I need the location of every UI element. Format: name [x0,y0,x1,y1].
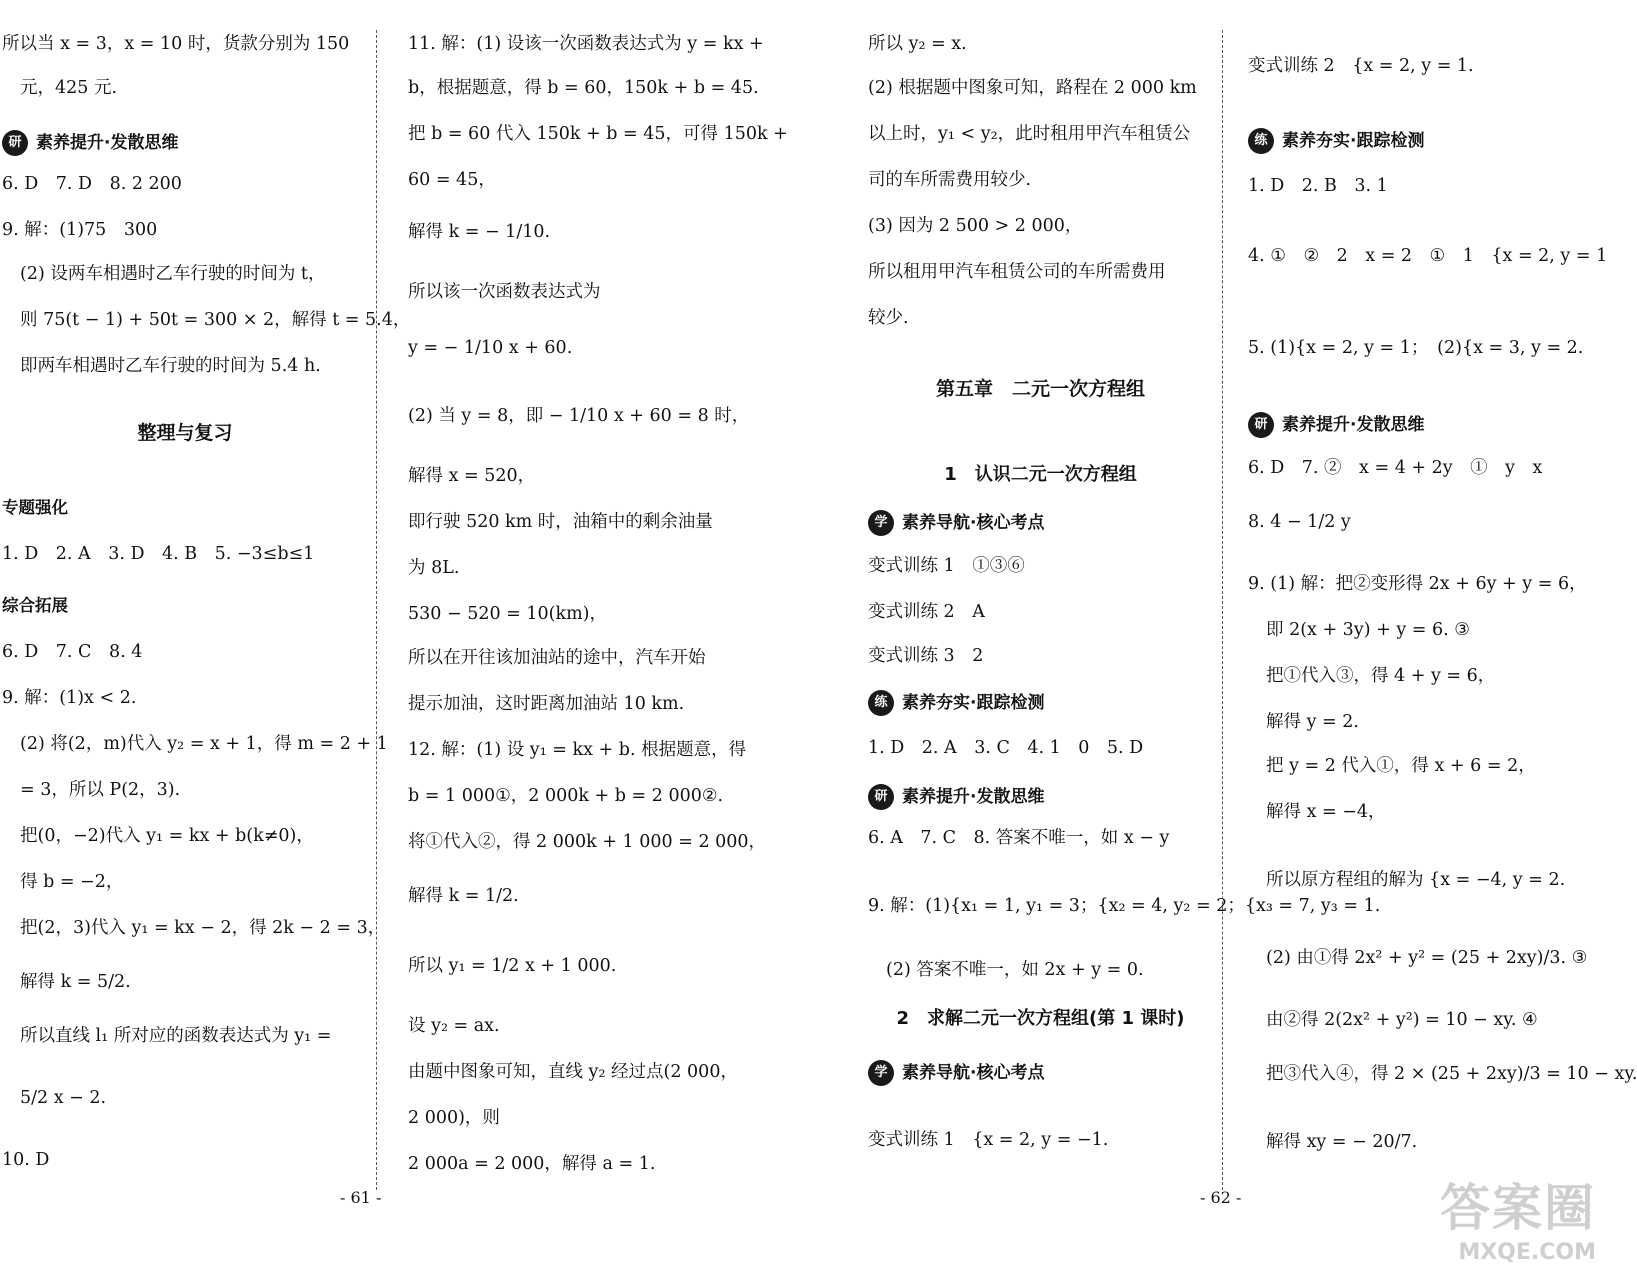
section-badge-icon: 学 [868,1060,894,1086]
answer-line: 得 b = −2， [20,872,124,892]
section-badge-icon: 学 [868,510,894,536]
answer-line: 2 000)，则 [408,1108,500,1128]
answer-line: 所以该一次函数表达式为 [408,282,601,302]
section-heading [2,130,178,156]
page-number-right: - 62 - [1200,1188,1242,1207]
answer-line: 12. 解：(1) 设 y₁ = kx + b. 根据题意，得 [408,740,747,760]
answer-line: (2) 根据题中图象可知，路程在 2 000 km [868,78,1197,98]
section-heading [868,1060,1044,1086]
answer-line: 变式训练 1 {x = 2, y = −1. [868,1130,1109,1150]
answer-line: 把①代入③，得 4 + y = 6， [1266,666,1496,686]
page-number-left: - 61 - [340,1188,382,1207]
watermark [1440,1168,1596,1265]
answer-line: 即两车相遇时乙车行驶的时间为 5.4 h. [20,356,321,376]
answer-line: (2) 当 y = 8，即 − 1/10 x + 60 = 8 时， [408,406,750,426]
answer-line: b = 1 000①，2 000k + b = 2 000②. [408,786,724,806]
chapter-title: 第五章 二元一次方程组 [935,378,1145,400]
answer-line: 由题中图象可知，直线 y₂ 经过点(2 000， [408,1062,738,1082]
section-heading-text: 素养提升·发散思维 [36,132,179,153]
answer-line: 解得 k = 1/2. [408,886,519,906]
column-4 [1248,26,1637,1206]
answer-line: 所以直线 l₁ 所对应的函数表达式为 y₁ = [20,1026,332,1046]
answer-line: 解得 x = −4， [1266,802,1386,822]
answer-line: (2) 将(2，m)代入 y₂ = x + 1，得 m = 2 + 1 [20,734,388,754]
answer-line: 把③代入④，得 2 × (25 + 2xy)/3 = 10 − xy. [1266,1064,1637,1084]
watermark-site: MXQE.COM [1458,1240,1596,1265]
answer-line: 6. D 7. D 8. 2 200 [2,174,182,194]
answer-line: (2) 由①得 2x² + y² = (25 + 2xy)/3. ③ [1266,948,1588,968]
section-heading [868,510,1044,536]
answer-line: 1. D 2. A 3. D 4. B 5. −3≤b≤1 [2,544,315,564]
answer-line: 解得 xy = − 20/7. [1266,1132,1418,1152]
answer-line: 司的车所需费用较少. [868,170,1032,190]
column-2 [408,26,788,1206]
answer-line: 11. 解：(1) 设该一次函数表达式为 y = kx + [408,34,764,54]
answer-line: = 3，所以 P(2，3). [20,780,181,800]
answer-line: 元，425 元. [20,78,118,98]
answer-line: 60 = 45， [408,170,496,190]
answer-line: 9. 解：(1)75 300 [2,220,158,240]
answer-line: 所以 y₁ = 1/2 x + 1 000. [408,956,617,976]
section-heading-text: 素养提升·发散思维 [1282,414,1425,435]
answer-line: (3) 因为 2 500 > 2 000， [868,216,1083,236]
answer-line: 解得 k = − 1/10. [408,222,551,242]
section-badge-icon: 研 [2,130,28,156]
column-1 [2,26,411,1206]
section-heading-text: 素养导航·核心考点 [902,512,1045,533]
section-badge-icon: 练 [1248,128,1274,154]
section-badge-icon: 练 [868,690,894,716]
section-heading-text: 素养提升·发散思维 [902,786,1045,807]
answer-line: 由②得 2(2x² + y²) = 10 − xy. ④ [1266,1010,1538,1030]
section-heading-text: 素养夯实·跟踪检测 [902,692,1045,713]
answer-line: (2) 答案不唯一，如 2x + y = 0. [886,960,1144,980]
answer-line: 变式训练 2 {x = 2, y = 1. [1248,56,1474,76]
answer-line: 解得 y = 2. [1266,712,1359,732]
answer-line: b，根据题意，得 b = 60，150k + b = 45. [408,78,759,98]
section-heading [1248,128,1424,154]
answer-line: 把 b = 60 代入 150k + b = 45，可得 150k + [408,124,788,144]
answer-line: 变式训练 1 ①③⑥ [868,556,1025,576]
answer-line: 解得 k = 5/2. [20,972,131,992]
answer-line: 2 000a = 2 000，解得 a = 1. [408,1154,656,1174]
section-heading [1248,412,1424,438]
answer-line: 1. D 2. B 3. 1 [1248,176,1388,196]
answer-line: 6. A 7. C 8. 答案不唯一，如 x − y [868,828,1170,848]
column-divider [1222,30,1223,1190]
answer-line: 设 y₂ = ax. [408,1016,500,1036]
section-badge-icon: 研 [868,784,894,810]
answer-line: 以上时，y₁ < y₂，此时租用甲汽车租赁公 [868,124,1191,144]
section-heading [868,690,1044,716]
answer-line: 6. D 7. C 8. 4 [2,642,143,662]
answer-line: 所以当 x = 3，x = 10 时，货款分别为 150 [2,34,350,54]
answer-line: 1. D 2. A 3. C 4. 1 0 5. D [868,738,1144,758]
answer-line: 5. (1){x = 2, y = 1； (2){x = 3, y = 2. [1248,338,1584,358]
answer-line: 8. 4 − 1/2 y [1248,512,1351,532]
answer-line: 将①代入②，得 2 000k + 1 000 = 2 000， [408,832,767,852]
answer-line: 提示加油，这时距离加油站 10 km. [408,694,685,714]
answer-line: 4. ① ② 2 x = 2 ① 1 {x = 2, y = 1 [1248,246,1608,266]
answer-line: 变式训练 2 A [868,602,985,622]
answer-line: 则 75(t − 1) + 50t = 300 × 2，解得 t = 5.4， [20,310,411,330]
answer-line: 即行驶 520 km 时，油箱中的剩余油量 [408,512,713,532]
answer-line: 解得 x = 520， [408,466,536,486]
subsection-title: 专题强化 [2,498,68,517]
answer-line: 把(0，−2)代入 y₁ = kx + b(k≠0)， [20,826,314,846]
answer-line: 所以在开往该加油站的途中，汽车开始 [408,648,706,668]
answer-line: 9. 解：(1)x < 2. [2,688,137,708]
answer-line: 530 − 520 = 10(km)， [408,604,608,624]
answer-line: 把 y = 2 代入①，得 x + 6 = 2， [1266,756,1536,776]
section-heading-text: 素养导航·核心考点 [902,1062,1045,1083]
answer-line: 较少. [868,308,909,328]
answer-line: 9. 解：(1){x₁ = 1, y₁ = 3；{x₂ = 4, y₂ = 2；{x₃ = 7, y₃ = 1. [868,896,1381,916]
chapter-title: 整理与复习 [137,422,233,444]
lesson-title: 2 求解二元一次方程组(第 1 课时) [896,1008,1185,1029]
section-heading [868,784,1044,810]
section-badge-icon: 研 [1248,412,1274,438]
answer-line: 变式训练 3 2 [868,646,984,666]
answer-line: 把(2，3)代入 y₁ = kx − 2，得 2k − 2 = 3， [20,918,386,938]
answer-line: 所以租用甲汽车租赁公司的车所需费用 [868,262,1166,282]
column-divider [376,30,377,1190]
answer-line: 10. D [2,1150,50,1170]
answer-line: 即 2(x + 3y) + y = 6. ③ [1266,620,1470,640]
subsection-title: 综合拓展 [2,596,68,615]
watermark-main: 答案圈 [1440,1179,1596,1237]
section-heading-text: 素养夯实·跟踪检测 [1282,130,1425,151]
answer-line: 5/2 x − 2. [20,1088,107,1108]
answer-line: 为 8L. [408,558,460,578]
answer-line: y = − 1/10 x + 60. [408,338,573,358]
answer-line: 所以 y₂ = x. [868,34,967,54]
lesson-title: 1 认识二元一次方程组 [944,464,1137,485]
answer-line: 所以原方程组的解为 {x = −4, y = 2. [1266,870,1566,890]
answer-line: (2) 设两车相遇时乙车行驶的时间为 t， [20,264,326,284]
answer-line: 6. D 7. ② x = 4 + 2y ① y x [1248,458,1543,478]
answer-line: 9. (1) 解：把②变形得 2x + 6y + y = 6， [1248,574,1587,594]
